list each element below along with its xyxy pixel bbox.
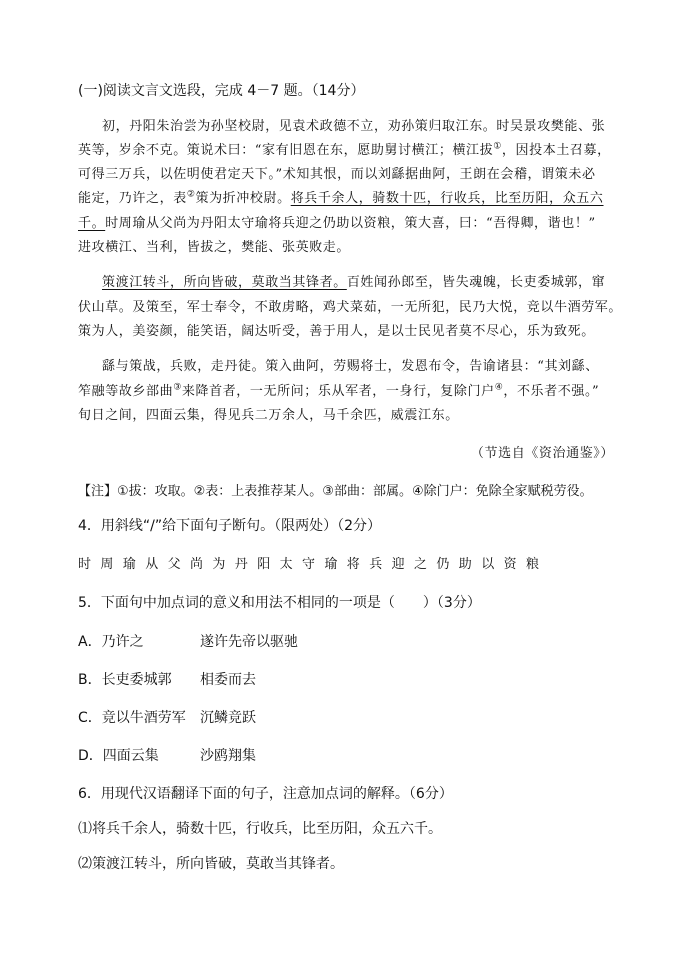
passage-text: 笮融等故乡部曲 — [78, 384, 174, 399]
section-header: (一)阅读文言文选段，完成 4－7 题。（14分） — [78, 83, 365, 99]
passage-text: 能定，乃许之，表 — [78, 191, 187, 206]
passage-p3-line-3: 旬日之间，四面云集，得见兵二万余人，马千余匹，威震江东。 — [78, 408, 459, 423]
option-compare: 相委而去 — [200, 672, 256, 688]
question-5-prompt: 5．下面句中加点词的意义和用法不相同的一项是（ ）（3分） — [78, 595, 481, 611]
footnote-marker: ② — [186, 189, 196, 200]
footnote-marker: ① — [493, 141, 502, 152]
passage-p2-line-2: 伏山草。及策至，军士奉令，不敢虏略，鸡犬菜茹，一无所犯，民乃大悦，竞以牛酒劳军。 — [78, 300, 623, 315]
passage-text: 英等，岁余不克。策说术曰：“家有旧恩在东，愿助舅讨横江；横江拔 — [78, 143, 494, 158]
passage-p3-line-1: 繇与策战，兵败，走丹徒。策入曲阿，劳赐将士，发恩布令，告谕诸县：“其刘繇、 — [102, 359, 599, 374]
question-4-sentence: 时周瑜从父尚为丹阳太守瑜将兵迎之仍助以资粮 — [78, 557, 549, 572]
option-compare: 沙鸥翔集 — [200, 748, 256, 764]
option-b — [78, 669, 256, 689]
footnote-marker: ③ — [173, 382, 182, 393]
passage-p2-line-1 — [102, 271, 605, 290]
option-label: A．乃许之 — [78, 634, 144, 650]
passage-source: （节选自《资治通鉴》） — [470, 446, 614, 461]
passage-p1-line-2 — [78, 139, 611, 158]
passage-text: 来降首者，一无所问；乐从军者，一身行，复除门户 — [181, 384, 495, 399]
option-compare: 遂许先帝以驱驰 — [200, 634, 298, 650]
passage-p1-line-4 — [78, 187, 604, 206]
underlined-sentence: 千。 — [78, 216, 106, 231]
annotations-note: 【注】①拔：攻取。②表：上表推荐某人。③部曲：部属。④除门户：免除全家赋税劳役。 — [78, 484, 593, 499]
passage-p3-line-2 — [78, 380, 599, 399]
passage-p1-line-5 — [78, 212, 596, 231]
passage-text: ，因投本土召募， — [501, 143, 611, 158]
underlined-sentence: 策渡江转斗，所向皆破，莫敢当其锋者。 — [102, 275, 347, 290]
passage-p1-line-1: 初，丹阳朱治尝为孙坚校尉，见袁术政德不立，劝孙策归取江东。时吴景攻樊能、张 — [102, 119, 606, 134]
option-a — [78, 631, 298, 651]
option-compare: 沉鳞竞跃 — [200, 710, 256, 726]
option-d — [78, 745, 256, 765]
passage-text: 百姓闻孙郎至，皆失魂魄，长吏委城郭，窜 — [346, 275, 606, 290]
passage-p1-line-3: 可得三万兵，以佐明使君定天下。”术知其恨，而以刘繇据曲阿，王朗在会稽，谓策未必 — [78, 167, 596, 182]
footnote-marker: ④ — [494, 382, 504, 393]
question-6-prompt: 6．用现代汉语翻译下面的句子，注意加点词的解释。（6分） — [78, 786, 453, 802]
passage-text: 策为折冲校尉。 — [195, 191, 291, 206]
passage-text: ，不乐者不强。” — [503, 384, 600, 399]
option-label: B．长吏委城郭 — [78, 672, 172, 688]
passage-p2-line-3: 策为人，美姿颜，能笑语，阔达听受，善于用人，是以士民见者莫不尽心，乐为致死。 — [78, 324, 595, 339]
question-6-item-1: ⑴将兵千余人，骑数十匹，行收兵，比至历阳，众五六千。 — [78, 821, 442, 837]
option-label: D．四面云集 — [78, 748, 159, 764]
question-4-prompt: 4．用斜线“/”给下面句子断句。（限两处）（2分） — [78, 518, 382, 534]
passage-p1-line-6: 进攻横江、当利，皆拔之，樊能、张英败走。 — [78, 240, 351, 255]
underlined-sentence: 将兵千余人，骑数十匹，行收兵，比至历阳，众五六 — [290, 191, 604, 206]
passage-text: 时周瑜从父尚为丹阳太守瑜将兵迎之仍助以资粮，策大喜，曰：“吾得卿，谐也！” — [105, 216, 596, 231]
option-label: C．竞以牛酒劳军 — [78, 710, 186, 726]
option-c — [78, 707, 256, 727]
question-6-item-2: ⑵策渡江转斗，所向皆破，莫敢当其锋者。 — [78, 856, 344, 872]
